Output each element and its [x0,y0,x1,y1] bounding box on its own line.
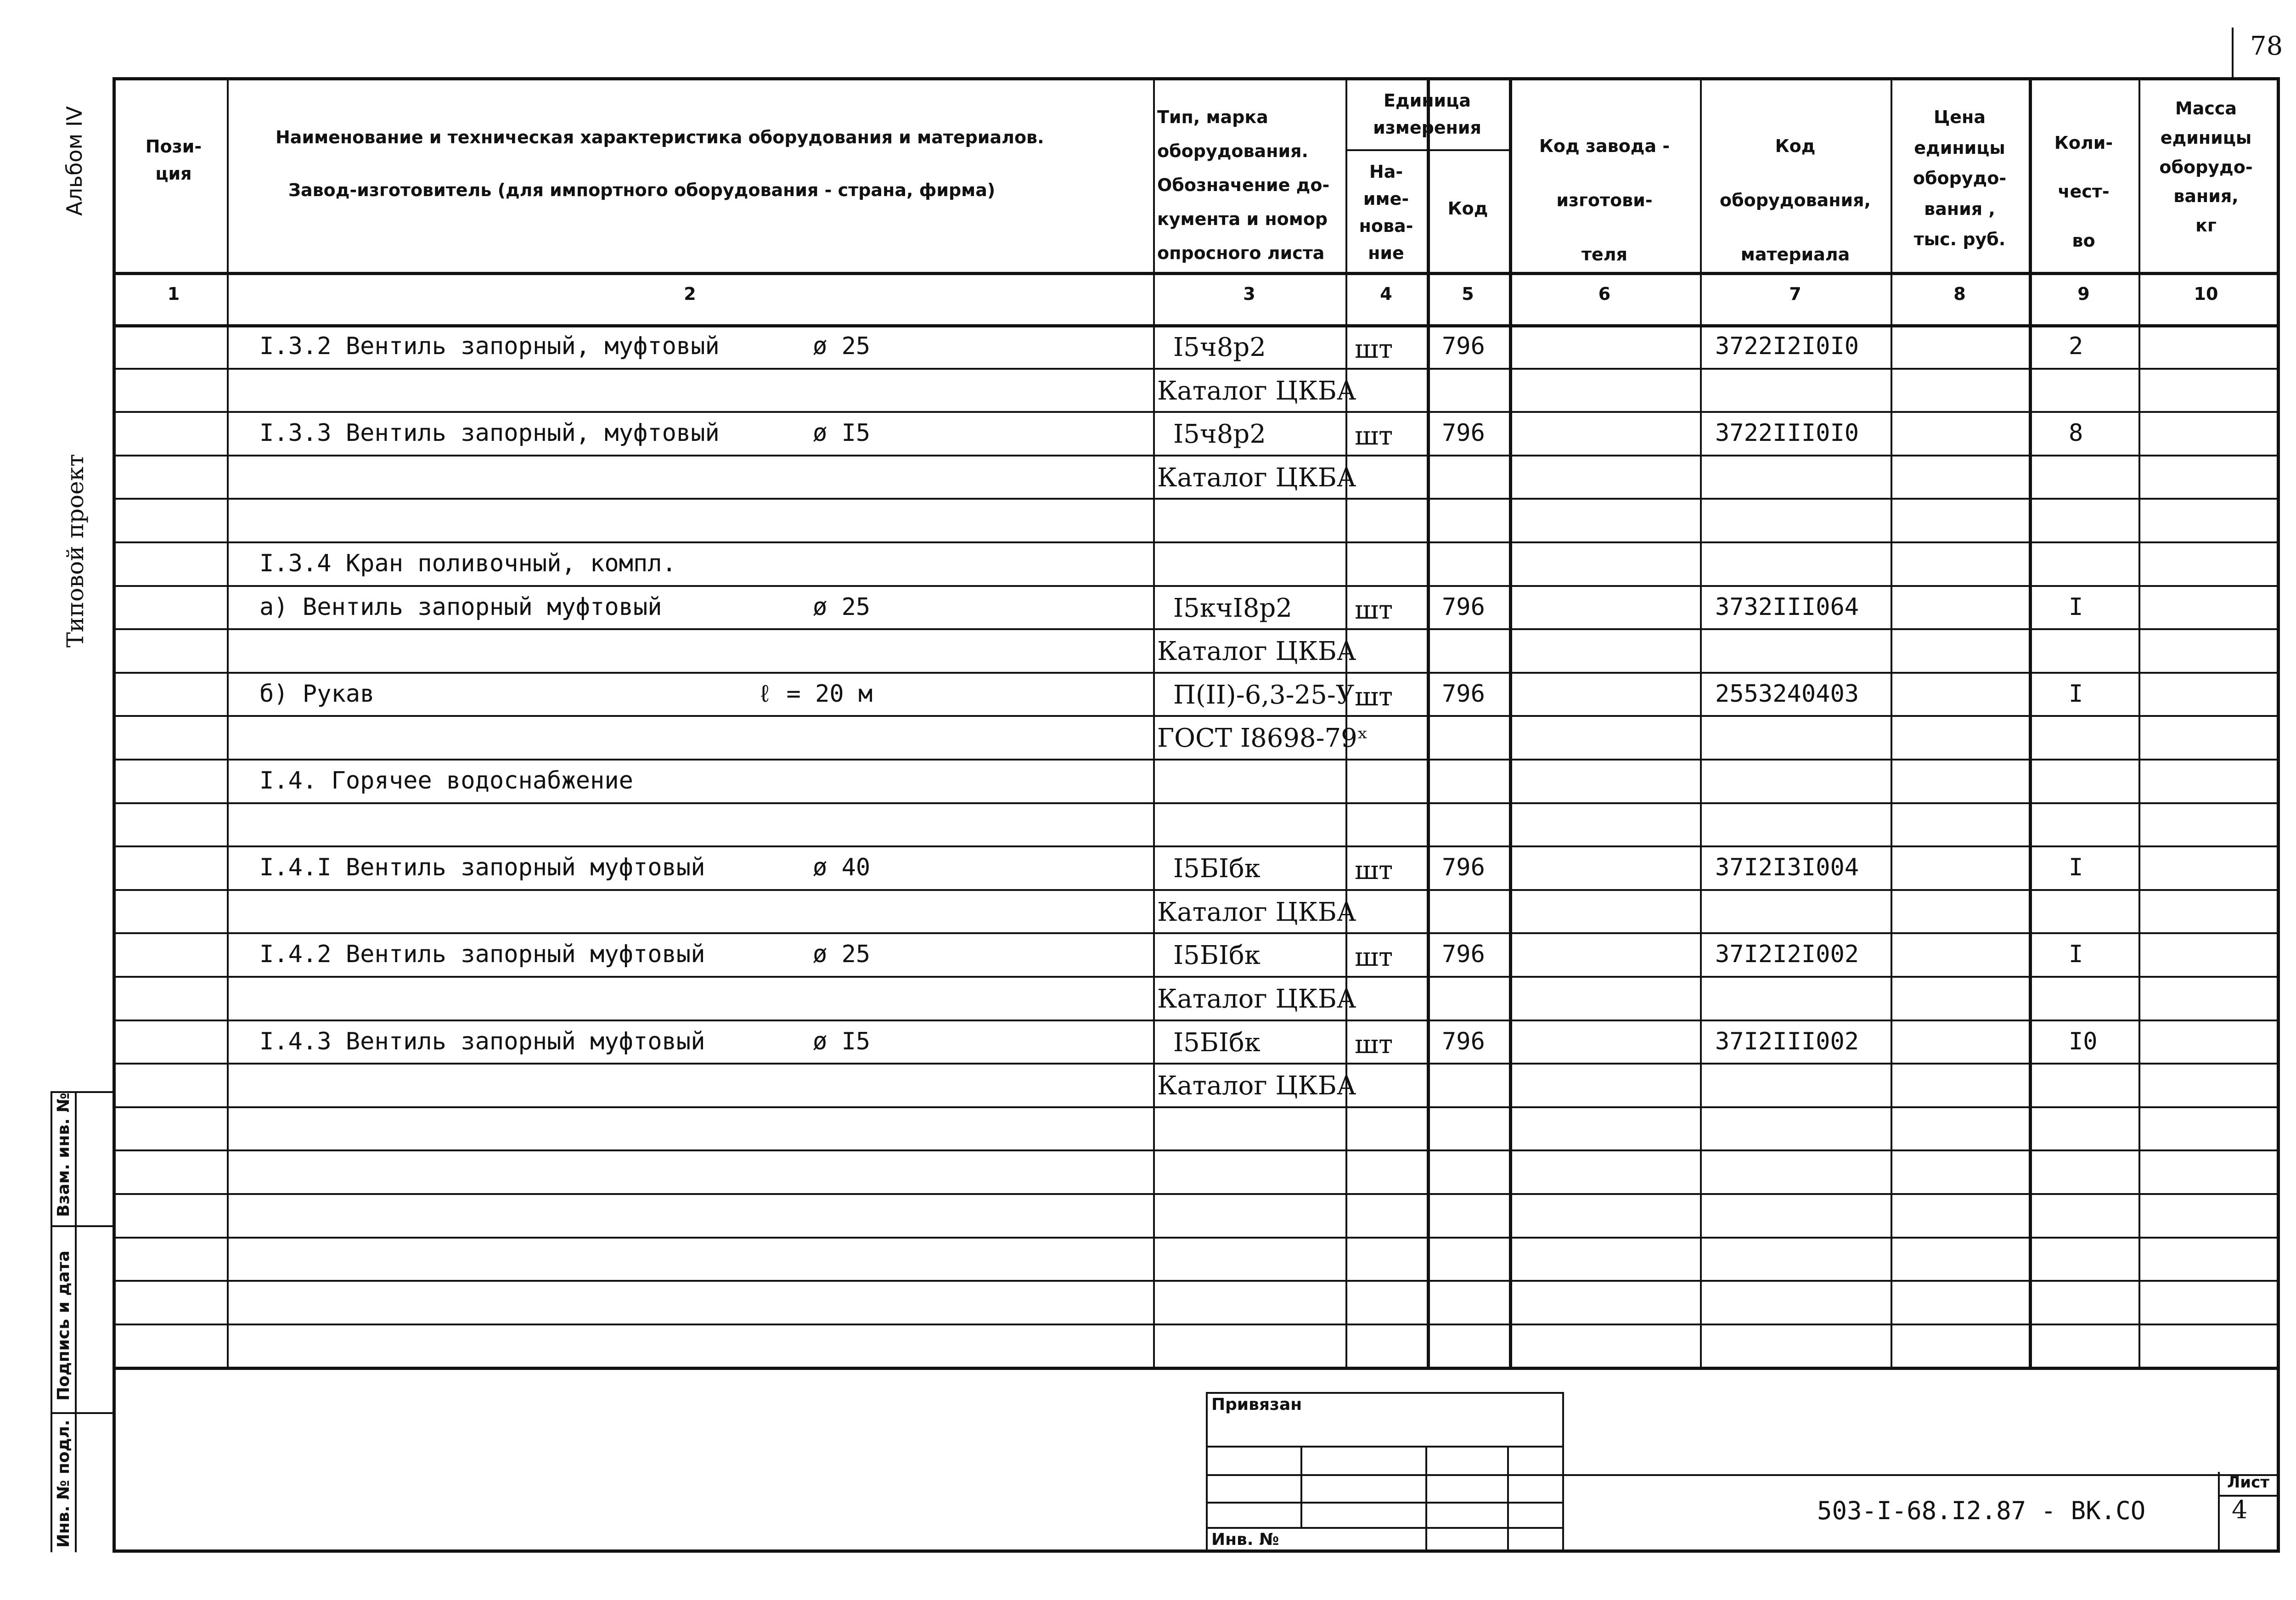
privyazan-top [1206,1392,1564,1394]
column-line [227,78,229,1367]
number-row-bottom-line [113,324,2280,327]
list-box-left [2218,1472,2220,1552]
column-line [1427,78,1430,1367]
body-row-line [113,541,2280,543]
privyazan-h2 [1206,1474,1564,1476]
column-line [1345,78,1347,1367]
privyazan-v1 [1300,1446,1302,1528]
item-unit-code: 796 [1442,332,1485,360]
item-material-code: 2553240403 [1715,680,1859,708]
body-row-line [113,802,2280,804]
item-material-code: 3722I2I0I0 [1715,332,1859,360]
item-material-code: 37I2I2I002 [1715,941,1859,968]
privyazan-h1 [1206,1446,1564,1448]
body-row-line [113,411,2280,413]
item-unit: шт [1355,682,1393,712]
hdr-unit: Единица измерения [1373,90,1481,138]
item-unit: шт [1355,421,1393,451]
item-type: Каталог ЦКБА [1157,463,1356,493]
hdr-c10: Масса единицы оборудо- вания, кг [2159,98,2253,236]
body-row-line [113,455,2280,456]
body-row-line [113,759,2280,761]
list-value: 4 [2232,1495,2248,1524]
hdr-c5: Код [1447,198,1488,219]
body-row-line [113,1193,2280,1195]
album-label: Альбом IV [62,106,87,216]
table-bottom-line [113,1367,2280,1370]
hdr-c6: Код завода - изготови- теля [1539,136,1670,265]
item-unit: шт [1355,942,1393,972]
privyazan-v2 [1425,1446,1427,1552]
document-designation: 503-I-68.I2.87 - ВК.СО [1817,1496,2146,1525]
body-row-line [113,368,2280,370]
item-unit-code: 796 [1442,419,1485,447]
item-unit-code: 796 [1442,941,1485,968]
column-number: 8 [1953,284,1966,304]
body-row-line [113,932,2280,934]
item-quantity: 8 [2069,419,2083,447]
unit-subheader-line [1345,149,1509,151]
hdr-c9: Коли- чест- во [2054,133,2113,251]
hdr-c3: Тип, марка оборудования. Обозначение до- кумента и номор опросного листа [1157,107,1330,264]
item-quantity: I [2069,941,2083,968]
strip-line-mid [75,1091,77,1552]
item-name: I.4. Горячее водоснабжение [259,767,633,794]
list-label: Лист [2227,1473,2269,1492]
item-type: I5БIбк [1173,941,1261,970]
body-row-line [113,1106,2280,1108]
item-size: ø 25 [813,941,871,968]
column-line [2029,78,2032,1367]
item-unit: шт [1355,856,1393,885]
item-unit: шт [1355,595,1393,625]
body-row-line [113,845,2280,847]
strip-line-left [51,1091,52,1552]
column-number: 7 [1789,284,1801,304]
item-name: I.3.4 Кран поливочный, компл. [259,550,676,577]
item-type: I5БIбк [1173,1028,1261,1058]
hdr-c8: Цена единицы оборудо- вания , тыс. руб. [1913,107,2007,249]
column-number: 9 [2077,284,2090,304]
column-line [1153,78,1155,1367]
frame-bottom [113,1549,2280,1553]
column-number: 2 [684,284,696,304]
header-bottom-line [113,272,2280,275]
project-label: Типовой проект [62,454,89,648]
hdr-c2b: Завод-изготовитель (для импортного оборудования - страна, фирма) [288,180,996,200]
item-size: ø I5 [813,419,871,447]
frame-left [113,77,116,1552]
item-type: I5кчI8р2 [1173,593,1292,623]
body-row-line [113,1324,2280,1325]
item-unit: шт [1355,1030,1393,1059]
item-size: ℓ = 20 м [758,680,873,708]
body-row-line [113,1063,2280,1065]
item-type: I5БIбк [1173,854,1261,884]
podpis-label: Подпись и дата [54,1251,73,1401]
item-material-code: 3732III064 [1715,593,1859,621]
item-size: ø 25 [813,332,871,360]
body-row-line [113,672,2280,674]
column-number: 10 [2194,284,2218,304]
item-type: П(II)-6,3-25-У [1173,680,1355,710]
item-name: I.4.3 Вентиль запорный муфтовый [259,1028,705,1055]
item-unit-code: 796 [1442,1028,1485,1055]
item-name: I.4.2 Вентиль запорный муфтовый [259,941,705,968]
item-material-code: 37I2I3I004 [1715,854,1859,881]
body-row-line [113,585,2280,587]
item-size: ø 25 [813,593,871,621]
column-number: 3 [1243,284,1255,304]
item-type: Каталог ЦКБА [1157,1071,1356,1101]
item-name: I.3.2 Вентиль запорный, муфтовый [259,332,720,360]
page-number-divider [2232,28,2234,78]
body-row-line [113,1237,2280,1239]
body-row-line [113,715,2280,717]
item-type: Каталог ЦКБА [1157,376,1356,406]
title-block-line [1562,1474,2279,1476]
frame-right [2277,77,2280,1552]
item-quantity: I [2069,854,2083,881]
page-number: 78 [2250,31,2283,61]
item-type: ГОСТ I8698-79ˣ [1157,723,1368,753]
column-number: 1 [167,284,180,304]
privyazan-label: Привязан [1211,1395,1302,1414]
body-row-line [113,628,2280,630]
item-size: ø I5 [813,1028,871,1055]
hdr-c2a: Наименование и техническая характеристика оборудования и материалов. [276,127,1044,147]
item-material-code: 3722III0I0 [1715,419,1859,447]
strip-sep-2 [51,1412,113,1414]
item-quantity: I [2069,593,2083,621]
column-line [1891,78,1892,1367]
privyazan-v3 [1507,1446,1509,1552]
item-material-code: 37I2III002 [1715,1028,1859,1055]
item-unit-code: 796 [1442,593,1485,621]
item-name: а) Вентиль запорный муфтовый [259,593,662,621]
strip-sep-1 [51,1225,113,1227]
column-number: 4 [1380,284,1392,304]
column-line [2138,78,2140,1367]
item-unit-code: 796 [1442,854,1485,881]
item-quantity: I0 [2069,1028,2098,1055]
item-quantity: 2 [2069,332,2083,360]
item-unit-code: 796 [1442,680,1485,708]
item-name: б) Рукав [259,680,375,708]
item-size: ø 40 [813,854,871,881]
item-type: Каталог ЦКБА [1157,984,1356,1014]
item-type: Каталог ЦКБА [1157,897,1356,927]
item-type: I5ч8р2 [1173,332,1266,362]
body-row-line [113,976,2280,978]
privyazan-h3 [1206,1502,1564,1504]
list-box-mid [2218,1495,2278,1497]
inv-no-label: Инв. № [1211,1530,1279,1549]
column-number: 6 [1598,284,1611,304]
vzam-inv-label: Взам. инв. № [54,1093,73,1217]
hdr-c4: На- име- нова- ние [1359,162,1413,263]
body-row-line [113,1149,2280,1151]
item-name: I.3.3 Вентиль запорный, муфтовый [259,419,720,447]
hdr-c1: Пози- ция [145,136,202,184]
frame-top [113,77,2280,80]
item-quantity: I [2069,680,2083,708]
body-row-line [113,498,2280,500]
item-name: I.4.I Вентиль запорный муфтовый [259,854,705,881]
item-type: Каталог ЦКБА [1157,637,1356,666]
body-row-line [113,1280,2280,1282]
privyazan-h4 [1206,1527,1564,1529]
inv-podl-label: Инв. № подл. [54,1420,73,1548]
item-unit: шт [1355,334,1393,364]
item-type: I5ч8р2 [1173,419,1266,449]
body-row-line [113,1020,2280,1021]
column-number: 5 [1462,284,1474,304]
hdr-c7: Код оборудования, материала [1720,136,1871,265]
body-row-line [113,889,2280,891]
